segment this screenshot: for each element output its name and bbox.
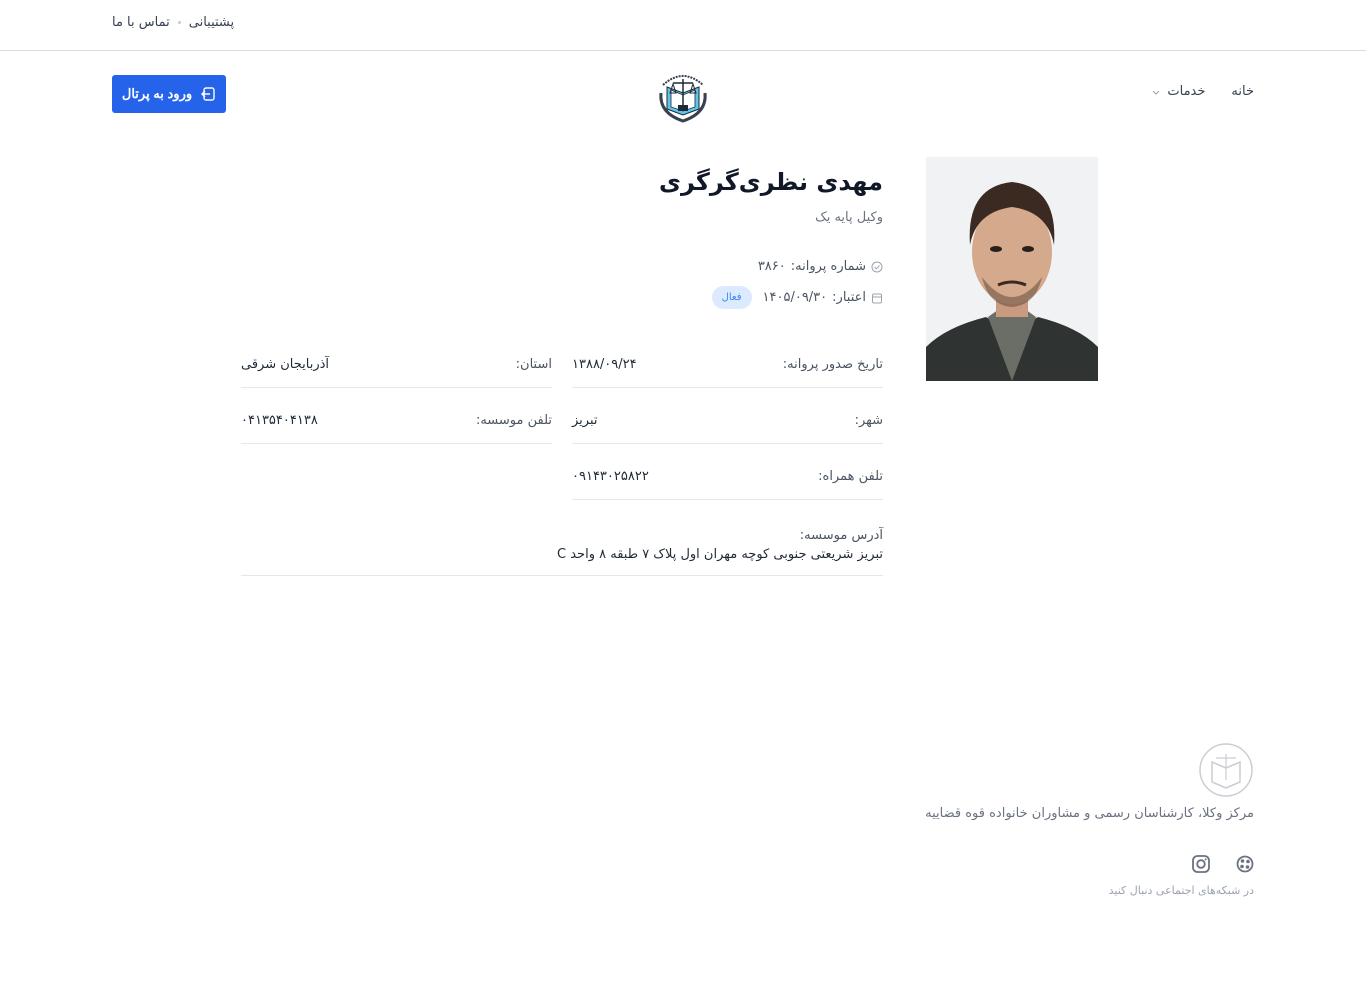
office-phone-label: تلفن موسسه: <box>475 412 552 428</box>
province-value: آذربایجان شرقی <box>241 356 330 372</box>
address-label: آدرس موسسه: <box>799 528 883 543</box>
mobile-field <box>572 453 883 500</box>
validity-label: اعتبار: <box>832 290 866 305</box>
follow-text: در شبکه‌های اجتماعی دنبال کنید <box>1108 884 1254 897</box>
validity-row <box>712 286 883 309</box>
license-number-row <box>758 259 883 274</box>
lawyer-rank: وکیل پایه یک <box>815 210 883 225</box>
portal-button-label: ورود به پرتال <box>121 86 193 101</box>
calendar-icon <box>871 292 883 304</box>
lawyer-photo <box>926 157 1098 381</box>
license-number: ۳۸۶۰ <box>757 259 786 274</box>
portrait-image <box>926 157 1098 381</box>
portal-login-button[interactable] <box>112 75 226 113</box>
nav-item-services[interactable] <box>1151 84 1205 99</box>
main-nav <box>1151 84 1254 99</box>
mobile-value: ۰۹۱۴۳۰۲۵۸۲۲ <box>572 468 649 484</box>
nav-home-label: خانه <box>1231 84 1254 99</box>
instagram-icon[interactable] <box>1190 853 1212 875</box>
top-bar <box>0 0 1366 51</box>
mobile-label: تلفن همراه: <box>818 468 883 484</box>
nav-services-label: خدمات <box>1167 84 1206 99</box>
chevron-down-icon <box>1151 87 1161 97</box>
nav-item-home[interactable] <box>1231 84 1254 99</box>
validity-date: ۱۴۰۵/۰۹/۳۰ <box>762 290 828 305</box>
province-field <box>241 341 552 388</box>
top-links <box>112 15 234 30</box>
check-circle-icon <box>871 261 883 273</box>
footer-emblem-icon <box>1198 742 1254 798</box>
issue-date-value: ۱۳۸۸/۰۹/۲۴ <box>572 356 637 372</box>
address-value: تبریز شریعتی جنوبی کوچه مهران اول پلاک ۷ طبقه ۸ واحد C <box>557 547 883 562</box>
office-phone-field <box>241 397 552 444</box>
separator-dot <box>178 21 181 24</box>
footer-org-name: مرکز وکلا، کارشناسان رسمی و مشاوران خانواده قوه قضاییه <box>925 806 1254 821</box>
license-label: شماره پروانه: <box>790 259 866 274</box>
issue-date-label: تاریخ صدور پروانه: <box>782 356 883 372</box>
judiciary-emblem-icon[interactable] <box>653 63 713 125</box>
city-value: تبریز <box>572 412 598 428</box>
status-badge: فعال <box>712 286 752 309</box>
city-label: شهر: <box>854 412 883 428</box>
province-label: استان: <box>515 356 552 372</box>
aparat-icon[interactable] <box>1234 853 1256 875</box>
lawyer-name: مهدی نظری‌گرگری <box>658 168 883 196</box>
social-links <box>1190 853 1256 875</box>
support-link[interactable]: پشتیبانی <box>188 15 235 30</box>
address-field <box>241 528 883 576</box>
login-icon <box>200 86 216 102</box>
issue-date-field <box>572 341 883 388</box>
city-field <box>572 397 883 444</box>
office-phone-value: ۰۴۱۳۵۴۰۴۱۳۸ <box>241 412 318 428</box>
contact-link[interactable]: تماس با ما <box>112 15 170 30</box>
